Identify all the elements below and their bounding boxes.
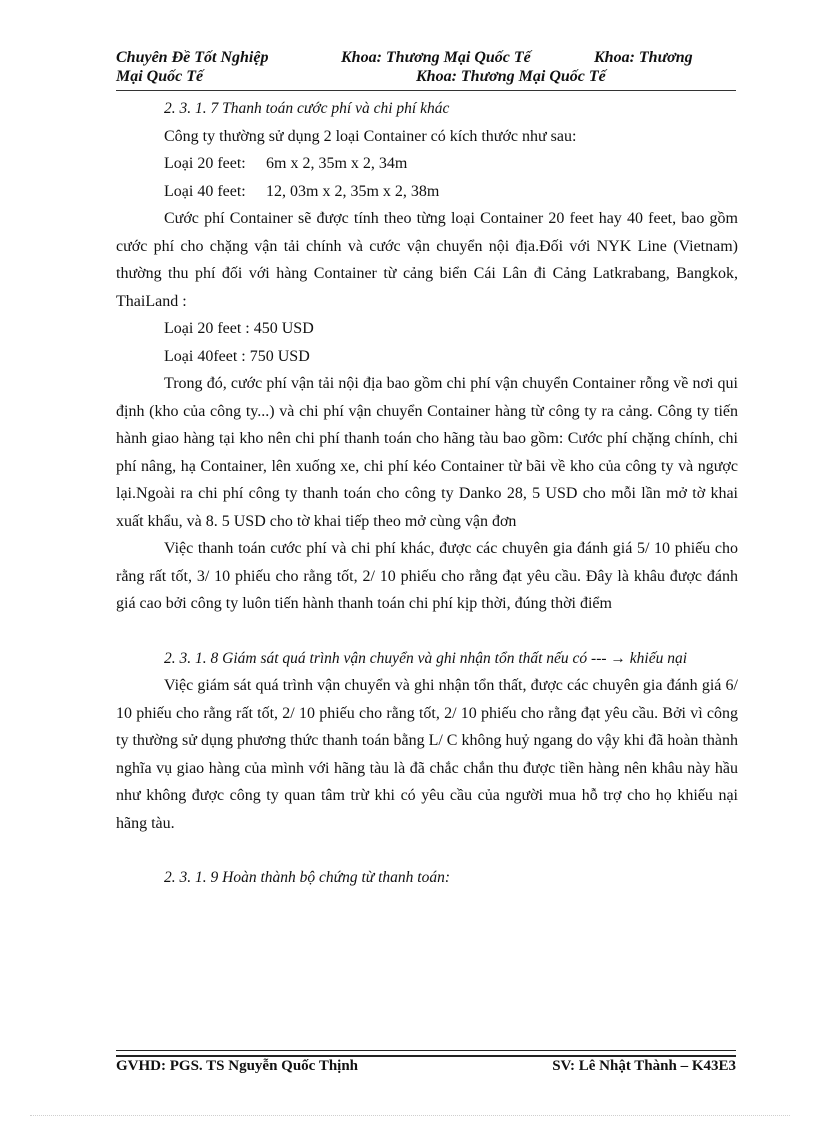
list-item-container-40	[116, 178, 738, 206]
paragraph-payment-evaluation: Việc thanh toán cước phí và chi phí khác, được các chuyên gia đánh giá 5/ 10 phiếu cho rằng rất tốt, 3/ 10 phiếu cho rằng tốt, 2/ 10 phiếu cho rằng đạt yêu cầu. Đây là khâu được đánh giá cao bởi công ty luôn tiến hành thanh toán chi phí kịp thời, đúng thời điểm	[116, 540, 738, 612]
spacer	[116, 618, 738, 645]
paragraph-transport-monitoring: Việc giám sát quá trình vận chuyển và ghi nhận tổn thất, được các chuyên gia đánh giá 6/ 10 phiếu cho rằng rất tốt, 2/ 10 phiếu cho rằng tốt, 2/ 10 phiếu cho rằng đạt yêu cầu. Bởi vì công ty thường sử dụng phương thức thanh toán bằng L/ C không huỷ ngang do vậy khi đã hoàn thành nghĩa vụ giao hàng của mình với hãng tàu là đã chắc chắn thu được tiền hàng nên khâu này hầu như không được công ty quan tâm trừ khi có yêu cầu của người mua hỗ trợ cho họ khiếu nại hãng tàu.	[116, 677, 738, 832]
paragraph-container-types: Công ty thường sử dụng 2 loại Container có kích thước như sau:	[164, 127, 577, 145]
container-40-dimensions: 12, 03m x 2, 35m x 2, 38m	[266, 182, 440, 200]
page-footer	[116, 1058, 736, 1075]
list-item-fee-20: Loại 20 feet : 450 USD	[164, 320, 314, 337]
list-item-container-20	[116, 150, 738, 178]
header-faculty-second: Khoa: Thương Mại Quốc Tế	[416, 68, 606, 85]
container-20-dimensions: 6m x 2, 35m x 2, 34m	[266, 155, 408, 172]
header-divider	[116, 90, 736, 91]
footer-supervisor: GVHD: PGS. TS Nguyễn Quốc Thịnh	[116, 1058, 359, 1074]
container-20-label: Loại 20 feet:	[164, 155, 246, 172]
page-header	[116, 48, 716, 86]
header-faculty-right: Khoa: Thương	[594, 49, 693, 66]
spacer	[116, 837, 738, 864]
paragraph-domestic-costs: Trong đó, cước phí vận tải nội địa bao gồm chi phí vận chuyển Container rỗng về nơi qui định (kho của công ty...) và chi phí vận chuyển Container hàng từ công ty ra cảng. Công ty tiến hành giao hàng tại kho nên chi phí thanh toán cho hãng tàu bao gồm: Cước phí chặng chính, chi phí nâng, hạ Container, lên xuống xe, chi phí kéo Container từ bãi về kho của công ty và ngược lại.Ngoài ra chi phí công ty thanh toán cho công ty Danko 28, 5 USD cho mỗi lần mở tờ khai xuất khẩu, và 8. 5 USD cho tờ khai tiếp theo mở cùng vận đơn	[116, 375, 738, 530]
section-heading-2-3-1-7: 2. 3. 1. 7 Thanh toán cước phí và chi phí khác	[164, 100, 450, 117]
list-item-fee-40: Loại 40feet : 750 USD	[164, 347, 310, 365]
page-bottom-border	[30, 1115, 790, 1116]
section-heading-2-3-1-8: 2. 3. 1. 8 Giám sát quá trình vận chuyển và ghi nhận tổn thất nếu có --- → khiếu nại	[164, 649, 688, 667]
header-thesis-title: Chuyên Đề Tốt Nghiệp	[116, 49, 269, 66]
footer-student: SV: Lê Nhật Thành – K43E3	[552, 1058, 736, 1074]
document-body	[116, 95, 738, 892]
header-faculty-center: Khoa: Thương Mại Quốc Tế	[341, 49, 531, 66]
paragraph-container-fees: Cước phí Container sẽ được tính theo từng loại Container 20 feet hay 40 feet, bao gồm cước phí cho chặng vận tải chính và cước vận chuyển nội địa.Đối với NYK Line (Vietnam) thường thu phí đối với hàng Container từ cảng biển Cái Lân đi Cảng Latkrabang, Bangkok, ThaiLand :	[116, 210, 738, 310]
section-heading-2-3-1-9: 2. 3. 1. 9 Hoàn thành bộ chứng từ thanh toán:	[164, 869, 450, 886]
header-faculty-continued: Mại Quốc Tế	[116, 68, 204, 85]
container-40-label: Loại 40 feet:	[164, 182, 246, 200]
footer-divider	[116, 1050, 736, 1057]
